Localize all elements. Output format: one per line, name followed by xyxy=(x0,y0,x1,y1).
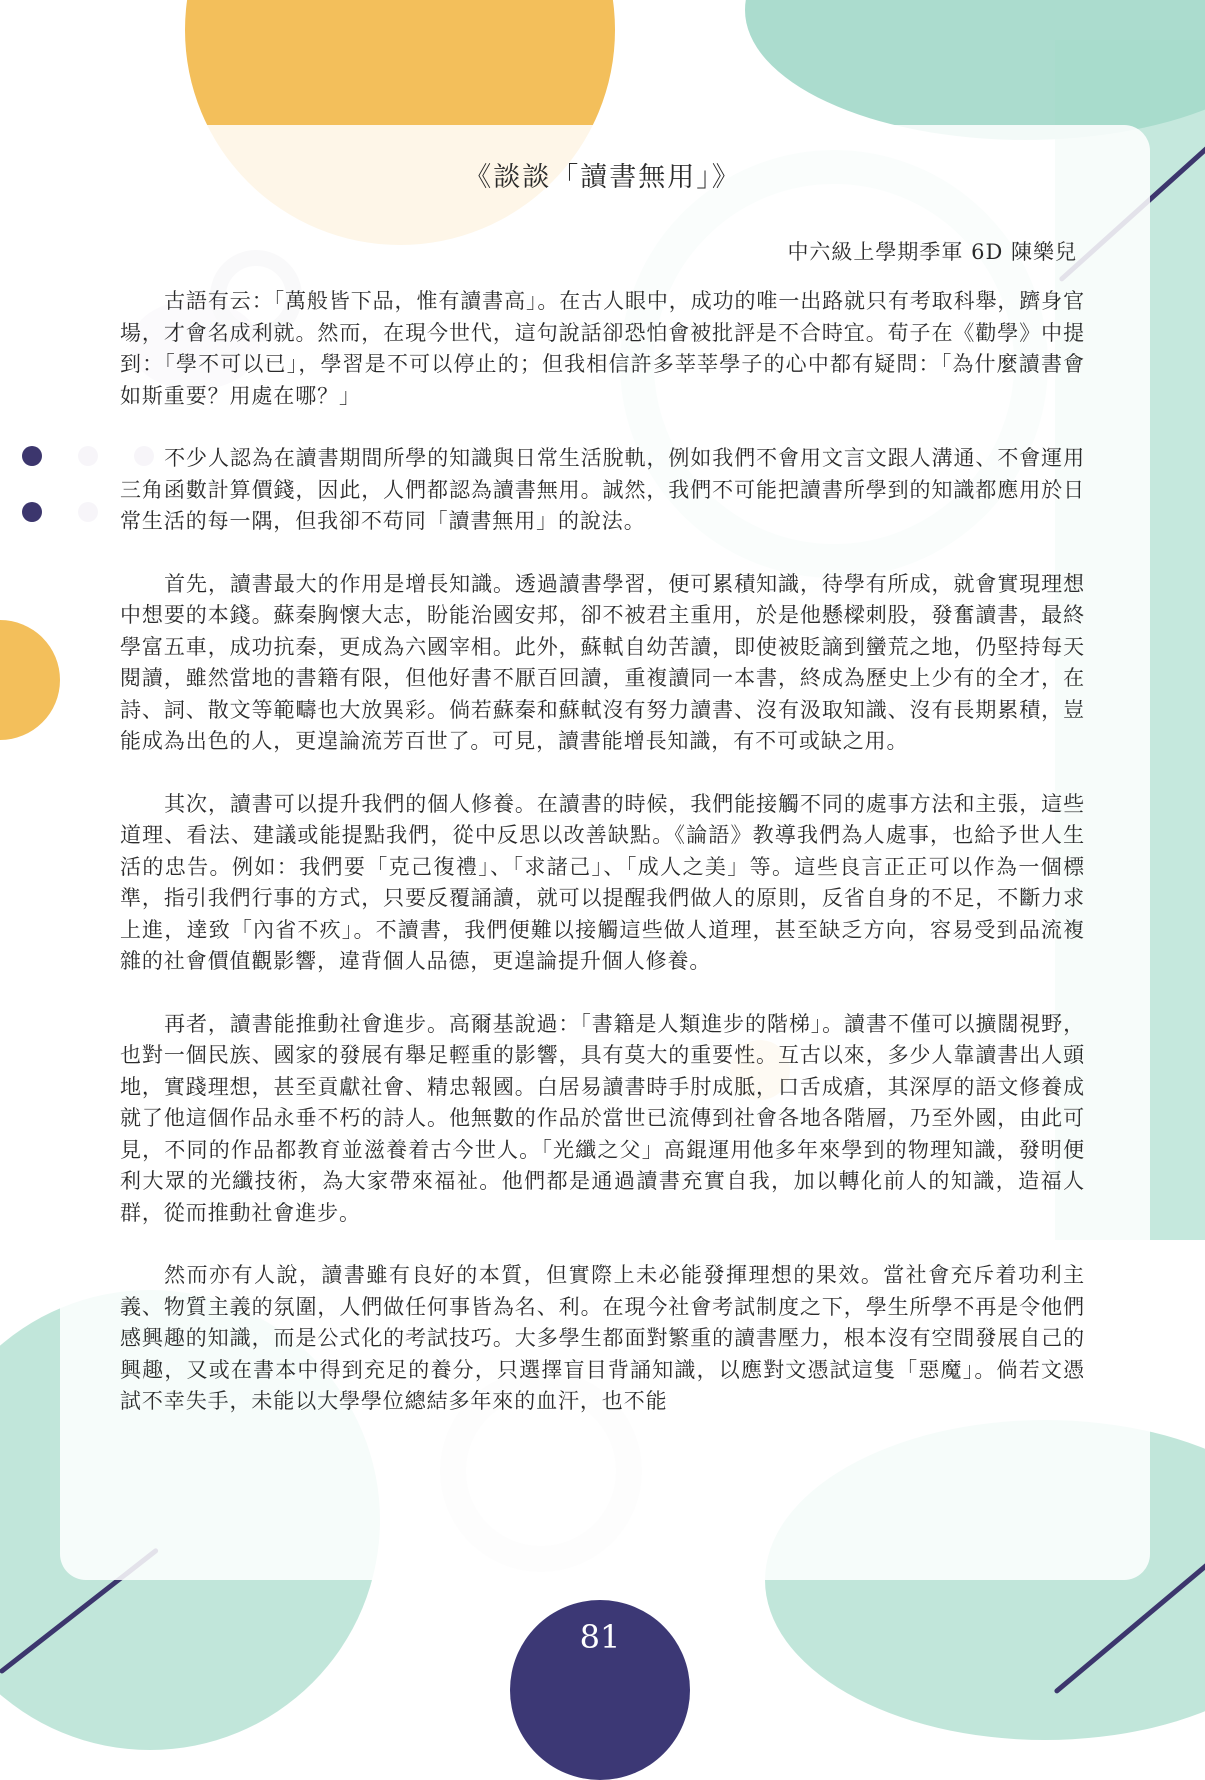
paragraph: 然而亦有人說，讀書雖有良好的本質，但實際上未必能發揮理想的果效。當社會充斥着功利主義、物質主義的氛圍，人們做任何事皆為名、利。在現今社會考試制度之下，學生所學不再是令他們感興趣的知識，而是公式化的考試技巧。大多學生都面對繁重的讀書壓力，根本沒有空間發展自己的興趣，又或在書本中得到充足的養分，只選擇盲目背誦知識，以應對文憑試這隻「惡魔」。倘若文憑試不幸失手，未能以大學學位總結多年來的血汗，也不能 xyxy=(120,1263,1085,1413)
decorative-orange-circle-left xyxy=(0,620,60,740)
decorative-dot xyxy=(22,446,42,466)
paragraph: 不少人認為在讀書期間所學的知識與日常生活脫軌，例如我們不會用文言文跟人溝通、不會運用三角函數計算價錢，因此，人們都認為讀書無用。誠然，我們不可能把讀書所學到的知識都應用於日常生活的每一隅，但我卻不苟同「讀書無用」的說法。 xyxy=(120,446,1085,533)
paragraph: 其次，讀書可以提升我們的個人修養。在讀書的時候，我們能接觸不同的處事方法和主張，這些道理、看法、建議或能提點我們，從中反思以改善缺點。《論語》教導我們為人處事，也給予世人生活的忠告。例如：我們要「克己復禮」、「求諸己」、「成人之美」等。這些良言正正可以作為一個標準，指引我們行事的方式，只要反覆誦讀，就可以提醒我們做人的原則，反省自身的不足，不斷力求上進，達致「內省不疚」。不讀書，我們便難以接觸這些做人道理，甚至缺乏方向，容易受到品流複雜的社會價值觀影響，違背個人品德，更遑論提升個人修養。 xyxy=(120,791,1085,973)
essay-title: 《談談「讀書無用」》 xyxy=(464,162,741,193)
paragraph: 再者，讀書能推動社會進步。高爾基說過：「書籍是人類進步的階梯」。讀書不僅可以擴闊視野，也對一個民族、國家的發展有舉足輕重的影響，具有莫大的重要性。互古以來，多少人靠讀書出人頭地，實踐理想，甚至貢獻社會、精忠報國。白居易讀書時手肘成胝，口舌成瘡，其深厚的語文修養成就了他這個作品永垂不朽的詩人。他無數的作品於當世已流傳到社會各地各階層，乃至外國，由此可見，不同的作品都教育並滋養着古今世人。「光纖之父」高錕運用他多年來學到的物理知識，發明便利大眾的光纖技術，為大家帶來福祉。他們都是通過讀書充實自我，加以轉化前人的知識，造福人群，從而推動社會進步。 xyxy=(120,1011,1085,1225)
paragraph: 古語有云：「萬般皆下品，惟有讀書高」。在古人眼中，成功的唯一出路就只有考取科舉，躋身官場，才會名成利就。然而，在現今世代，這句說話卻恐怕會被批評是不合時宜。荀子在《勸學》中提到：「學不可以已」，學習是不可以停止的；但我相信許多莘莘學子的心中都有疑問：「為什麼讀書會如斯重要？用處在哪？」 xyxy=(120,289,1085,408)
author-byline: 中六級上學期季軍 6D 陳樂兒 xyxy=(787,240,1077,264)
essay-body xyxy=(120,286,1085,1449)
page-number: 81 xyxy=(579,1618,621,1656)
decorative-dot xyxy=(22,502,42,522)
paragraph: 首先，讀書最大的作用是增長知識。透過讀書學習，便可累積知識，待學有所成，就會實現理想中想要的本錢。蘇秦胸懷大志，盼能治國安邦，卻不被君主重用，於是他懸樑刺股，發奮讀書，最終學富五車，成功抗秦，更成為六國宰相。此外，蘇軾自幼苦讀，即使被貶謫到蠻荒之地，仍堅持每天閱讀，雖然當地的書籍有限，但他好書不厭百回讀，重複讀同一本書，終成為歷史上少有的全才，在詩、詞、散文等範疇也大放異彩。倘若蘇秦和蘇軾沒有努力讀書、沒有汲取知識、沒有長期累積，豈能成為出色的人，更遑論流芳百世了。可見，讀書能增長知識，有不可或缺之用。 xyxy=(120,571,1085,753)
